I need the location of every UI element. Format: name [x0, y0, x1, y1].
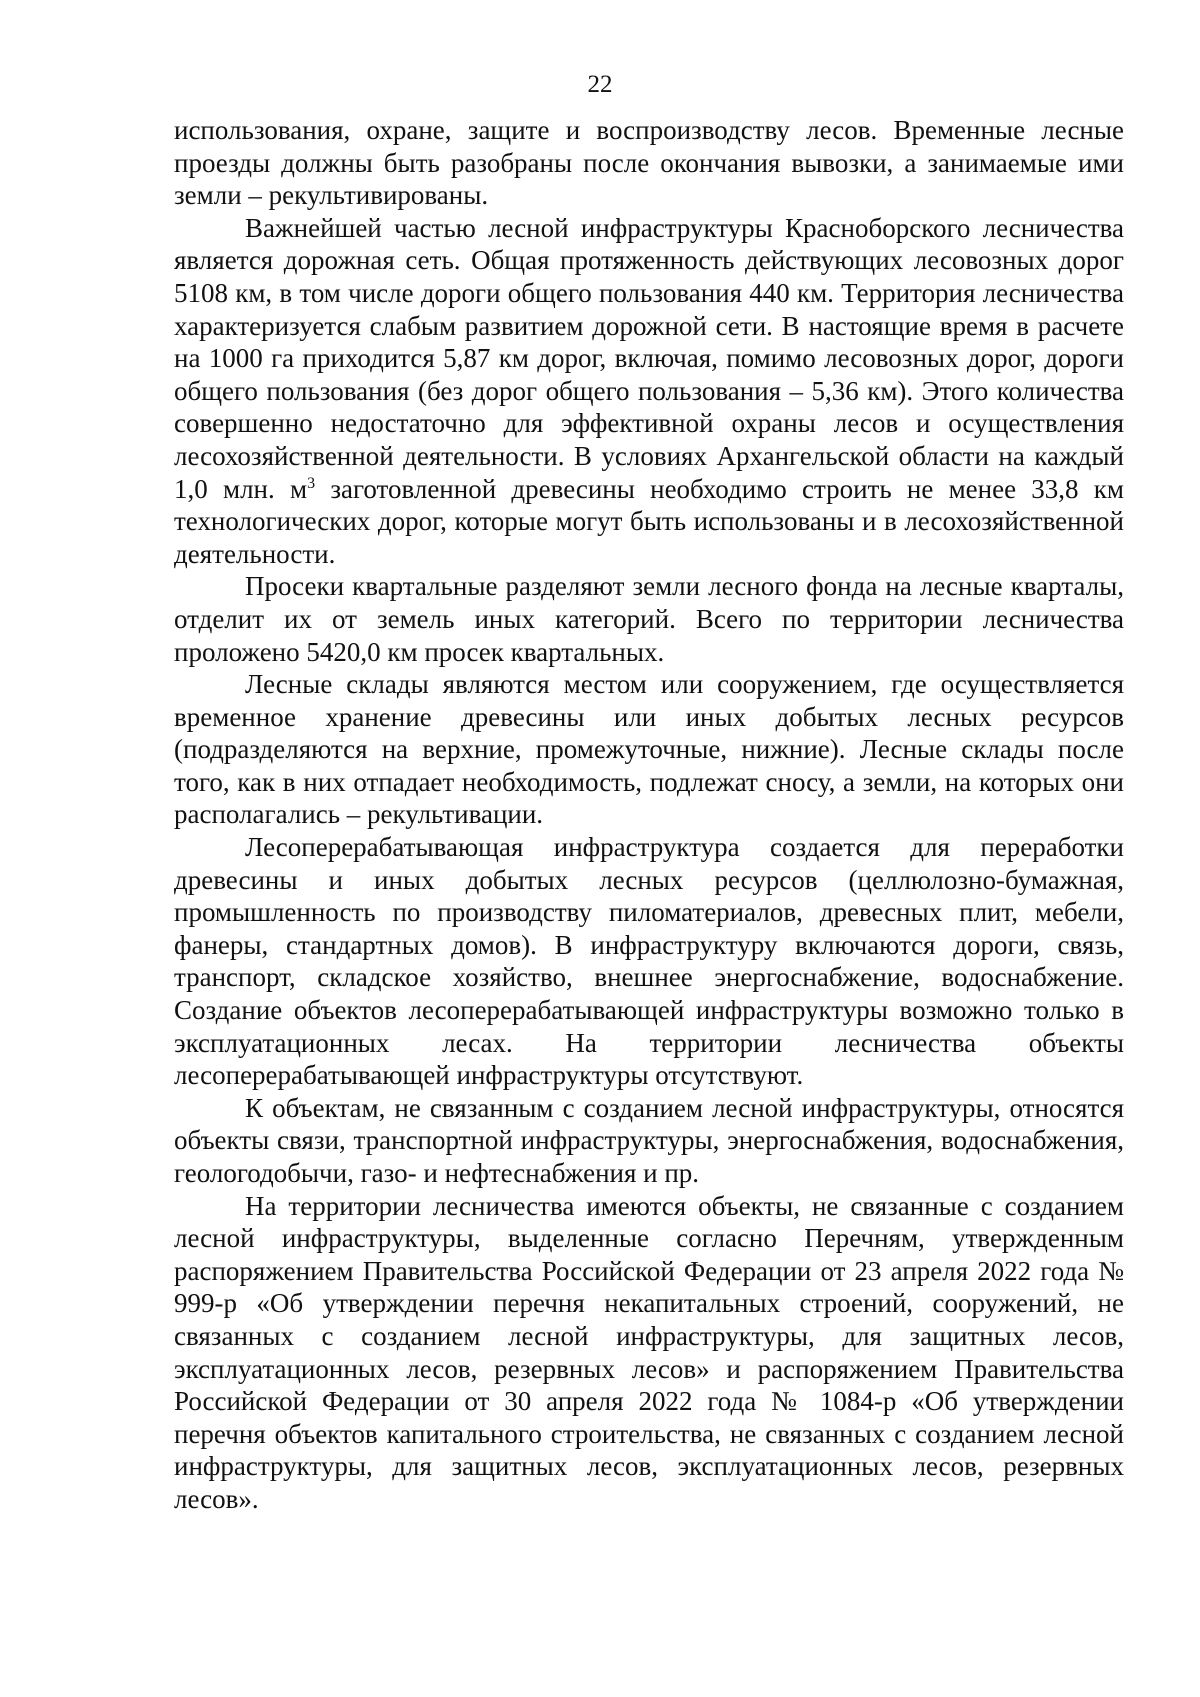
- paragraph-unrelated-objects: К объектам, не связанным с созданием лесной инфраструктуры, относятся объекты связи, транспортной инфраструктуры, энергоснабжения, водоснабжения, геологодобычи, газо- и нефтеснабжения и пр.: [174, 1092, 1124, 1188]
- paragraph-timber-yards: Лесные склады являются местом или сооружением, где осуществляется временное хранение древесины или иных добытых лесных ресурсов (подразделяются на верхние, промежуточные, нижние). Лесные склады после того, как в них отпадает необходимость, подлежат сносу, а земли, на которых они располагались – рекультивации.: [174, 669, 1124, 830]
- page-number: 22: [587, 71, 613, 98]
- paragraph-road-network-text: Важнейшей частью лесной инфраструктуры Красноборского лесничества является дорожная сеть. Общая протяженность действующих лесовозных дорог 5108 км, в том числе дороги общего пользования 440 км. Территория лесничества характеризуется слабым развитием дорожной сети. В настоящие время в расчете на 1000 га приходится 5,87 км дорог, включая, помимо лесовозных дорог, дороги общего пользования (без дорог общего пользования – 5,36 км). Этого количества совершенно недостаточно для эффективной охраны лесов и осуществления лесохозяйственной деятельности. В условиях Архангельской области на каждый 1,0 млн. м: [174, 212, 1124, 504]
- paragraph-government-orders: На территории лесничества имеются объекты, не связанные с созданием лесной инфраструктуры, выделенные согласно Перечням, утвержденным распоряжением Правительства Российской Федерации от 23 апреля 2022 года № 999-р «Об утверждении перечня некапитальных строений, сооружений, не связанных с созданием лесной инфраструктуры, для защитных лесов, эксплуатационных лесов, резервных лесов» и распоряжением Правительства Российской Федерации от 30 апреля 2022 года № 1084-р «Об утверждении перечня объектов капитального строительства, не связанных с созданием лесной инфраструктуры, для защитных лесов, эксплуатационных лесов, резервных лесов».: [174, 1190, 1124, 1514]
- cubic-superscript: 3: [307, 474, 316, 492]
- paragraph-continuation: использования, охране, защите и воспроизводству лесов. Временные лесные проезды должны быть разобраны после окончания вывозки, а занимаемые ими земли – рекультивированы.: [174, 115, 1124, 211]
- paragraph-road-network-tail: заготовленной древесины необходимо строить не менее 33,8 км технологических дорог, которые могут быть использованы и в лесохозяйственной деятельности.: [174, 473, 1124, 569]
- paragraph-processing-infrastructure: Лесоперерабатывающая инфраструктура создается для переработки древесины и иных добытых лесных ресурсов (целлюлозно-бумажная, промышленность по производству пиломатериалов, древесных плит, мебели, фанеры, стандартных домов). В инфраструктуру включаются дороги, связь, транспорт, складское хозяйство, внешнее энергоснабжение, водоснабжение. Создание объектов лесоперерабатывающей инфраструктуры возможно только в эксплуатационных лесах. На территории лесничества объекты лесоперерабатывающей инфраструктуры отсутствуют.: [174, 832, 1124, 1091]
- paragraph-clearings: Просеки квартальные разделяют земли лесного фонда на лесные кварталы, отделит их от земель иных категорий. Всего по территории лесничества проложено 5420,0 км просек квартальных.: [174, 571, 1124, 667]
- paragraph-road-network: [174, 212, 1124, 571]
- document-body: [174, 114, 1124, 1516]
